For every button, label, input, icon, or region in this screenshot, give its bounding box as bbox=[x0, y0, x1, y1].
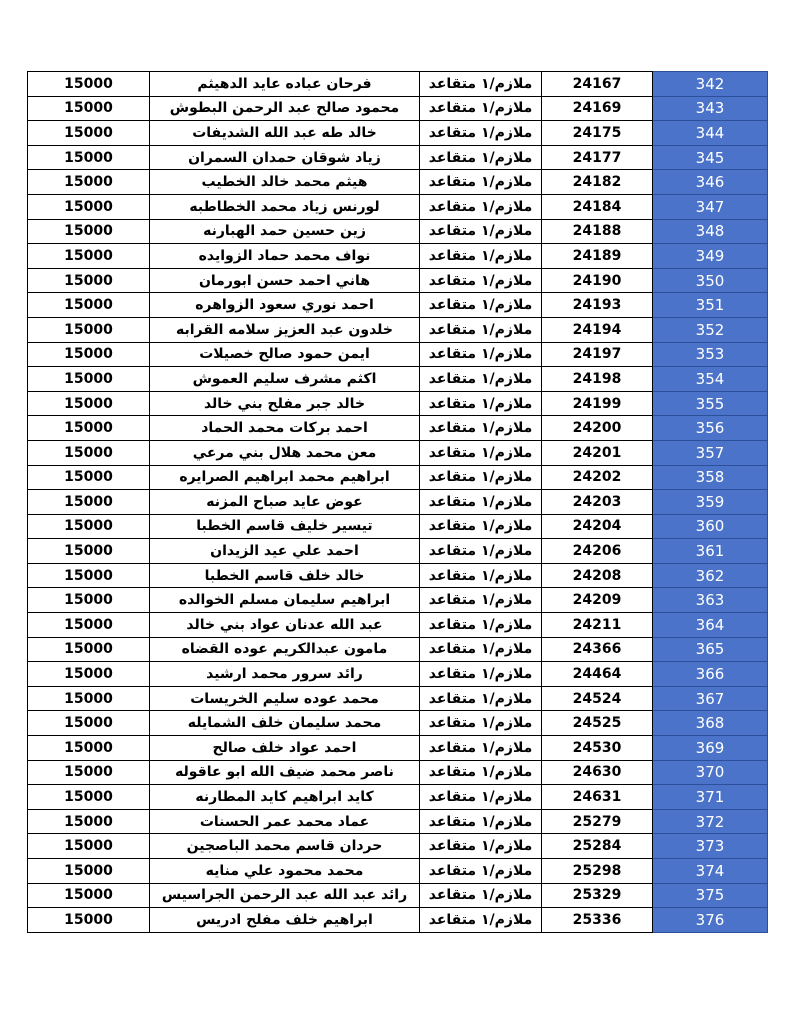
name-cell: محمد عوده سليم الخريسات bbox=[150, 686, 420, 711]
sequence-number-cell: 356 bbox=[653, 416, 768, 441]
table-row bbox=[28, 809, 768, 834]
name-cell: محمد سليمان خلف الشمايله bbox=[150, 711, 420, 736]
amount-cell: 15000 bbox=[28, 293, 150, 318]
rank-cell: ملازم/١ متقاعد bbox=[420, 268, 542, 293]
sequence-number-cell: 343 bbox=[653, 96, 768, 121]
rank-cell: ملازم/١ متقاعد bbox=[420, 170, 542, 195]
service-number-cell: 24209 bbox=[542, 588, 653, 613]
service-number-cell: 24188 bbox=[542, 219, 653, 244]
name-cell: ابراهيم سليمان مسلم الخوالده bbox=[150, 588, 420, 613]
rank-cell: ملازم/١ متقاعد bbox=[420, 96, 542, 121]
table-row bbox=[28, 391, 768, 416]
sequence-number-cell: 375 bbox=[653, 883, 768, 908]
amount-cell: 15000 bbox=[28, 440, 150, 465]
sequence-number-cell: 360 bbox=[653, 514, 768, 539]
sequence-number-cell: 357 bbox=[653, 440, 768, 465]
sequence-number-cell: 355 bbox=[653, 391, 768, 416]
service-number-cell: 24175 bbox=[542, 121, 653, 146]
table-row bbox=[28, 637, 768, 662]
amount-cell: 15000 bbox=[28, 785, 150, 810]
name-cell: محمود صالح عبد الرحمن البطوش bbox=[150, 96, 420, 121]
service-number-cell: 24169 bbox=[542, 96, 653, 121]
sequence-number-cell: 361 bbox=[653, 539, 768, 564]
table-row bbox=[28, 686, 768, 711]
table-row bbox=[28, 145, 768, 170]
name-cell: ناصر محمد ضيف الله ابو عاقوله bbox=[150, 760, 420, 785]
sequence-number-cell: 373 bbox=[653, 834, 768, 859]
sequence-number-cell: 350 bbox=[653, 268, 768, 293]
rank-cell: ملازم/١ متقاعد bbox=[420, 588, 542, 613]
rank-cell: ملازم/١ متقاعد bbox=[420, 908, 542, 933]
table-row bbox=[28, 662, 768, 687]
name-cell: ايمن حمود صالح خصيلات bbox=[150, 342, 420, 367]
rank-cell: ملازم/١ متقاعد bbox=[420, 391, 542, 416]
table-row bbox=[28, 711, 768, 736]
amount-cell: 15000 bbox=[28, 539, 150, 564]
sequence-number-cell: 353 bbox=[653, 342, 768, 367]
table-row bbox=[28, 514, 768, 539]
rank-cell: ملازم/١ متقاعد bbox=[420, 809, 542, 834]
sequence-number-cell: 368 bbox=[653, 711, 768, 736]
sequence-number-cell: 346 bbox=[653, 170, 768, 195]
service-number-cell: 24194 bbox=[542, 317, 653, 342]
sequence-number-cell: 371 bbox=[653, 785, 768, 810]
table-row bbox=[28, 367, 768, 392]
service-number-cell: 24630 bbox=[542, 760, 653, 785]
amount-cell: 15000 bbox=[28, 883, 150, 908]
amount-cell: 15000 bbox=[28, 367, 150, 392]
rank-cell: ملازم/١ متقاعد bbox=[420, 465, 542, 490]
amount-cell: 15000 bbox=[28, 760, 150, 785]
amount-cell: 15000 bbox=[28, 637, 150, 662]
name-cell: زين حسين حمد الهبارنه bbox=[150, 219, 420, 244]
amount-cell: 15000 bbox=[28, 859, 150, 884]
table-row bbox=[28, 121, 768, 146]
amount-cell: 15000 bbox=[28, 391, 150, 416]
service-number-cell: 24204 bbox=[542, 514, 653, 539]
name-cell: كايد ابراهيم كايد المطارنه bbox=[150, 785, 420, 810]
rank-cell: ملازم/١ متقاعد bbox=[420, 613, 542, 638]
sequence-number-cell: 349 bbox=[653, 244, 768, 269]
sequence-number-cell: 376 bbox=[653, 908, 768, 933]
table-row bbox=[28, 268, 768, 293]
roster-table bbox=[27, 71, 768, 933]
service-number-cell: 24524 bbox=[542, 686, 653, 711]
amount-cell: 15000 bbox=[28, 736, 150, 761]
rank-cell: ملازم/١ متقاعد bbox=[420, 416, 542, 441]
table-row bbox=[28, 588, 768, 613]
service-number-cell: 24530 bbox=[542, 736, 653, 761]
amount-cell: 15000 bbox=[28, 686, 150, 711]
sequence-number-cell: 345 bbox=[653, 145, 768, 170]
service-number-cell: 24190 bbox=[542, 268, 653, 293]
sequence-number-cell: 372 bbox=[653, 809, 768, 834]
name-cell: حردان قاسم محمد الباصجين bbox=[150, 834, 420, 859]
amount-cell: 15000 bbox=[28, 613, 150, 638]
sequence-number-cell: 354 bbox=[653, 367, 768, 392]
rank-cell: ملازم/١ متقاعد bbox=[420, 293, 542, 318]
rank-cell: ملازم/١ متقاعد bbox=[420, 145, 542, 170]
service-number-cell: 24184 bbox=[542, 194, 653, 219]
rank-cell: ملازم/١ متقاعد bbox=[420, 72, 542, 97]
name-cell: معن محمد هلال بني مرعي bbox=[150, 440, 420, 465]
name-cell: عماد محمد عمر الحسنات bbox=[150, 809, 420, 834]
name-cell: مامون عبدالكريم عوده القضاه bbox=[150, 637, 420, 662]
name-cell: رائد سرور محمد ارشيد bbox=[150, 662, 420, 687]
table-row bbox=[28, 883, 768, 908]
name-cell: احمد عواد خلف صالح bbox=[150, 736, 420, 761]
sequence-number-cell: 348 bbox=[653, 219, 768, 244]
name-cell: خالد جبر مفلح بني خالد bbox=[150, 391, 420, 416]
table-row bbox=[28, 170, 768, 195]
service-number-cell: 24203 bbox=[542, 490, 653, 515]
name-cell: خالد طه عبد الله الشديفات bbox=[150, 121, 420, 146]
rank-cell: ملازم/١ متقاعد bbox=[420, 194, 542, 219]
rank-cell: ملازم/١ متقاعد bbox=[420, 736, 542, 761]
amount-cell: 15000 bbox=[28, 588, 150, 613]
name-cell: تيسير خليف قاسم الخطبا bbox=[150, 514, 420, 539]
service-number-cell: 24200 bbox=[542, 416, 653, 441]
amount-cell: 15000 bbox=[28, 908, 150, 933]
sequence-number-cell: 347 bbox=[653, 194, 768, 219]
sequence-number-cell: 351 bbox=[653, 293, 768, 318]
name-cell: احمد علي عيد الزيدان bbox=[150, 539, 420, 564]
amount-cell: 15000 bbox=[28, 342, 150, 367]
table-row bbox=[28, 834, 768, 859]
table-row bbox=[28, 785, 768, 810]
rank-cell: ملازم/١ متقاعد bbox=[420, 539, 542, 564]
sequence-number-cell: 365 bbox=[653, 637, 768, 662]
sequence-number-cell: 363 bbox=[653, 588, 768, 613]
table-row bbox=[28, 490, 768, 515]
service-number-cell: 24211 bbox=[542, 613, 653, 638]
roster-body bbox=[28, 72, 768, 933]
sequence-number-cell: 352 bbox=[653, 317, 768, 342]
name-cell: لورنس زياد محمد الخطاطبه bbox=[150, 194, 420, 219]
sequence-number-cell: 362 bbox=[653, 563, 768, 588]
amount-cell: 15000 bbox=[28, 317, 150, 342]
table-row bbox=[28, 539, 768, 564]
name-cell: خلدون عبد العزيز سلامه القرابه bbox=[150, 317, 420, 342]
sequence-number-cell: 342 bbox=[653, 72, 768, 97]
amount-cell: 15000 bbox=[28, 662, 150, 687]
sequence-number-cell: 364 bbox=[653, 613, 768, 638]
amount-cell: 15000 bbox=[28, 711, 150, 736]
table-row bbox=[28, 440, 768, 465]
sequence-number-cell: 367 bbox=[653, 686, 768, 711]
service-number-cell: 24525 bbox=[542, 711, 653, 736]
service-number-cell: 25284 bbox=[542, 834, 653, 859]
service-number-cell: 25279 bbox=[542, 809, 653, 834]
service-number-cell: 24197 bbox=[542, 342, 653, 367]
name-cell: ابراهيم محمد ابراهيم الصرايره bbox=[150, 465, 420, 490]
service-number-cell: 24208 bbox=[542, 563, 653, 588]
rank-cell: ملازم/١ متقاعد bbox=[420, 219, 542, 244]
rank-cell: ملازم/١ متقاعد bbox=[420, 514, 542, 539]
rank-cell: ملازم/١ متقاعد bbox=[420, 637, 542, 662]
rank-cell: ملازم/١ متقاعد bbox=[420, 686, 542, 711]
amount-cell: 15000 bbox=[28, 268, 150, 293]
amount-cell: 15000 bbox=[28, 416, 150, 441]
table-row bbox=[28, 244, 768, 269]
table-row bbox=[28, 760, 768, 785]
rank-cell: ملازم/١ متقاعد bbox=[420, 760, 542, 785]
rank-cell: ملازم/١ متقاعد bbox=[420, 859, 542, 884]
rank-cell: ملازم/١ متقاعد bbox=[420, 834, 542, 859]
amount-cell: 15000 bbox=[28, 96, 150, 121]
table-row bbox=[28, 736, 768, 761]
name-cell: عوض عايد صباح المزنه bbox=[150, 490, 420, 515]
amount-cell: 15000 bbox=[28, 219, 150, 244]
rank-cell: ملازم/١ متقاعد bbox=[420, 121, 542, 146]
name-cell: نواف محمد حماد الزوايده bbox=[150, 244, 420, 269]
table-row bbox=[28, 465, 768, 490]
rank-cell: ملازم/١ متقاعد bbox=[420, 490, 542, 515]
amount-cell: 15000 bbox=[28, 170, 150, 195]
sequence-number-cell: 344 bbox=[653, 121, 768, 146]
table-row bbox=[28, 908, 768, 933]
table-row bbox=[28, 96, 768, 121]
service-number-cell: 24201 bbox=[542, 440, 653, 465]
service-number-cell: 24193 bbox=[542, 293, 653, 318]
service-number-cell: 25298 bbox=[542, 859, 653, 884]
table-row bbox=[28, 293, 768, 318]
amount-cell: 15000 bbox=[28, 194, 150, 219]
service-number-cell: 24464 bbox=[542, 662, 653, 687]
name-cell: خالد خلف قاسم الخطبا bbox=[150, 563, 420, 588]
table-row bbox=[28, 563, 768, 588]
table-row bbox=[28, 416, 768, 441]
name-cell: احمد نوري سعود الزواهره bbox=[150, 293, 420, 318]
sequence-number-cell: 369 bbox=[653, 736, 768, 761]
service-number-cell: 24366 bbox=[542, 637, 653, 662]
rank-cell: ملازم/١ متقاعد bbox=[420, 244, 542, 269]
amount-cell: 15000 bbox=[28, 145, 150, 170]
sequence-number-cell: 374 bbox=[653, 859, 768, 884]
sequence-number-cell: 370 bbox=[653, 760, 768, 785]
service-number-cell: 24199 bbox=[542, 391, 653, 416]
service-number-cell: 24631 bbox=[542, 785, 653, 810]
service-number-cell: 24202 bbox=[542, 465, 653, 490]
rank-cell: ملازم/١ متقاعد bbox=[420, 785, 542, 810]
name-cell: رائد عبد الله عبد الرحمن الجراسيس bbox=[150, 883, 420, 908]
name-cell: فرحان عباده عايد الدهيثم bbox=[150, 72, 420, 97]
sequence-number-cell: 358 bbox=[653, 465, 768, 490]
amount-cell: 15000 bbox=[28, 121, 150, 146]
name-cell: هاني احمد حسن ابورمان bbox=[150, 268, 420, 293]
name-cell: اكثم مشرف سليم العموش bbox=[150, 367, 420, 392]
amount-cell: 15000 bbox=[28, 514, 150, 539]
service-number-cell: 24167 bbox=[542, 72, 653, 97]
rank-cell: ملازم/١ متقاعد bbox=[420, 711, 542, 736]
service-number-cell: 24206 bbox=[542, 539, 653, 564]
amount-cell: 15000 bbox=[28, 244, 150, 269]
service-number-cell: 24182 bbox=[542, 170, 653, 195]
rank-cell: ملازم/١ متقاعد bbox=[420, 883, 542, 908]
amount-cell: 15000 bbox=[28, 834, 150, 859]
rank-cell: ملازم/١ متقاعد bbox=[420, 662, 542, 687]
service-number-cell: 25336 bbox=[542, 908, 653, 933]
table-row bbox=[28, 219, 768, 244]
service-number-cell: 24189 bbox=[542, 244, 653, 269]
rank-cell: ملازم/١ متقاعد bbox=[420, 342, 542, 367]
name-cell: احمد بركات محمد الحماد bbox=[150, 416, 420, 441]
name-cell: محمد محمود علي منايه bbox=[150, 859, 420, 884]
rank-cell: ملازم/١ متقاعد bbox=[420, 367, 542, 392]
roster-sheet bbox=[27, 71, 766, 933]
service-number-cell: 25329 bbox=[542, 883, 653, 908]
name-cell: زياد شوقان حمدان السمران bbox=[150, 145, 420, 170]
table-row bbox=[28, 72, 768, 97]
sequence-number-cell: 366 bbox=[653, 662, 768, 687]
service-number-cell: 24177 bbox=[542, 145, 653, 170]
service-number-cell: 24198 bbox=[542, 367, 653, 392]
sequence-number-cell: 359 bbox=[653, 490, 768, 515]
rank-cell: ملازم/١ متقاعد bbox=[420, 317, 542, 342]
amount-cell: 15000 bbox=[28, 809, 150, 834]
table-row bbox=[28, 859, 768, 884]
name-cell: عبد الله عدنان عواد بني خالد bbox=[150, 613, 420, 638]
amount-cell: 15000 bbox=[28, 563, 150, 588]
table-row bbox=[28, 613, 768, 638]
rank-cell: ملازم/١ متقاعد bbox=[420, 563, 542, 588]
amount-cell: 15000 bbox=[28, 72, 150, 97]
amount-cell: 15000 bbox=[28, 490, 150, 515]
name-cell: ابراهيم خلف مفلح ادريس bbox=[150, 908, 420, 933]
name-cell: هيثم محمد خالد الخطيب bbox=[150, 170, 420, 195]
table-row bbox=[28, 342, 768, 367]
table-row bbox=[28, 317, 768, 342]
rank-cell: ملازم/١ متقاعد bbox=[420, 440, 542, 465]
table-row bbox=[28, 194, 768, 219]
amount-cell: 15000 bbox=[28, 465, 150, 490]
